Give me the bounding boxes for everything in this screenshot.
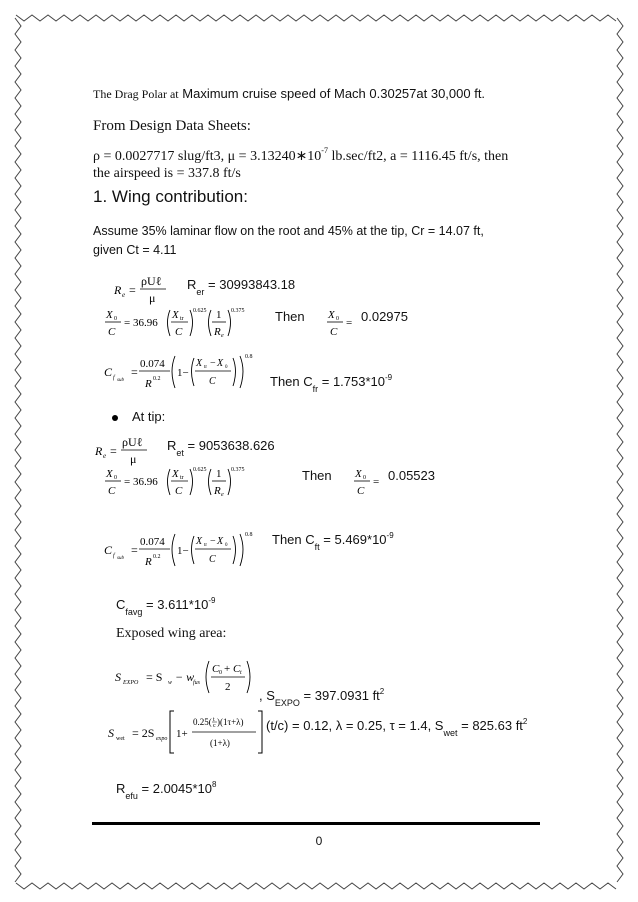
svg-text:C: C [175,485,183,497]
refu-exp: 8 [212,779,217,789]
svg-text:C: C [209,376,216,387]
tip-bullet-label: At tip: [132,409,166,424]
svg-text:e: e [221,492,224,498]
swet-value [266,716,528,738]
swet-equation [106,707,266,762]
eq-re-tip-num: ρUℓ [122,435,143,449]
svg-text:tr: tr [180,475,184,481]
cf-avg-number: = 3.611*10 [142,597,209,612]
svg-text:f: f [113,375,115,381]
eq-swet-rhs-sub: expo [156,736,168,742]
then-tip-1: Then [302,468,332,483]
eq-coef: = 36.96 [124,317,158,329]
cf-tip-number: = 5.469*10 [319,532,387,547]
svg-text:0: 0 [225,365,228,370]
border-zigzag [16,15,616,21]
svg-text:t: t [240,670,242,676]
svg-text:+: + [224,663,231,675]
svg-text:C: C [233,663,241,675]
footer-rule [92,822,540,825]
x0c-root-sub: 0 [336,316,339,322]
properties-text: ρ = 0.0027717 slug/ft3, μ = 3.13240∗10 [93,149,322,164]
eq-x0-num: X [106,309,113,321]
eq-cf-den-exp: 0.2 [153,376,161,382]
svg-text:C: C [108,485,116,497]
svg-text:X: X [217,536,224,547]
properties-exp: -7 [321,146,328,156]
svg-text:0: 0 [114,475,117,481]
eq-sexpo-lhs-sub: EXPO [123,680,139,686]
svg-text:X: X [196,358,203,369]
svg-text:sub: sub [117,556,124,561]
x0c-root-num: X [328,309,335,321]
sexpo-number: = 397.0931 ft [299,688,380,703]
eq-sexpo-w: w [168,680,173,686]
eq-swet-den: (1+λ) [210,738,230,748]
tip-bullet [112,409,165,424]
svg-text:0.8: 0.8 [245,532,253,538]
eq-exp2: 0.375 [231,308,245,314]
refu-value [116,779,217,801]
sexpo-value [259,686,385,708]
eq-sexpo-rhs: = S [146,670,163,684]
cf-tip-value [272,530,394,552]
eq-sexpo-lhs: S [115,670,121,684]
refu-sub: efu [125,790,138,801]
svg-text:=: = [131,365,138,379]
re-tip-value [167,438,275,458]
refu-number: = 2.0045*10 [137,781,213,796]
eq-cf-num: 0.074 [140,358,165,370]
svg-text:X: X [355,468,362,480]
cf-avg-label: C [116,597,126,612]
re-tip-number: = 9053638.626 [183,438,275,453]
eq-re-tip-lhs-sub: e [103,452,107,460]
eq-one: 1 [216,309,222,321]
re-tip-sub: et [176,447,184,458]
eq-re-den: μ [149,291,156,305]
svg-text:−: − [210,358,216,369]
swet-sub: wet [443,727,458,738]
re-root-sub: er [196,286,205,297]
svg-text:=: = [131,543,138,557]
sexpo-sub: EXPO [274,697,300,708]
wing-heading: 1. Wing contribution: [93,187,248,206]
exposed-wing-area-heading: Exposed wing area: [116,626,227,641]
swet-number: = 825.63 ft [457,718,523,733]
svg-text:f: f [113,553,115,559]
assume-line-1: Assume 35% laminar flow on the root and 45% at the tip, Cr = 14.07 ft, [93,224,484,238]
bullet-dot [112,415,118,421]
eq-xtr-den: C [175,326,183,338]
svg-text:X: X [217,358,224,369]
title-prefix: The Drag Polar at [93,87,179,101]
eq-cf-lhs: C [104,365,113,379]
eq-swet-num: 0.25( [193,717,212,727]
properties-line-1 [93,148,508,165]
svg-text:X: X [106,468,113,480]
re-tip-label: R [167,438,177,453]
border-zigzag [16,883,616,889]
eq-xtr-sub: tr [180,316,184,322]
eq-re-lhs-sub: e [122,291,126,299]
eq-r-den: R [214,326,221,338]
swet-text: (t/c) = 0.12, λ = 0.25, τ = 1.4, S [266,718,444,733]
svg-text:=: = [346,317,353,329]
eq-x0-sub: 0 [114,316,117,322]
x0c-root-value: 0.02975 [361,309,408,324]
svg-text:1+: 1+ [176,728,188,740]
skin-friction-equation-tip [100,528,260,577]
eq-re-tip-lhs: R [95,444,103,458]
cf-root-value [270,372,393,394]
svg-text:X: X [172,468,179,480]
eq-exp1: 0.625 [193,308,207,314]
title-main: Maximum cruise speed of Mach 0.30257at 30,000 ft. [182,86,486,101]
eq-swet-lhs-sub: wet [116,736,125,742]
cf-tip-sub: ft [314,541,320,552]
cf-root-number: = 1.753*10 [318,374,386,389]
cf-avg-sub: favg [125,606,143,617]
eq-re-lhs: R [114,283,122,297]
svg-text:t: t [213,717,215,723]
svg-text:−: − [210,536,216,547]
svg-text:1: 1 [216,468,222,480]
cf-root-prefix: Then C [270,374,313,389]
x0c-root-den: C [330,326,338,338]
eq-swet-num2: )(1τ+λ) [217,717,244,727]
skin-friction-equation-root [100,350,260,399]
eq-cf-den: R [145,378,152,390]
sexpo-exp: 2 [379,686,385,696]
svg-text:= 36.96: = 36.96 [124,476,158,488]
transition-equation-root [104,304,254,347]
svg-text:0: 0 [225,543,228,548]
cf-root-exp: -9 [385,372,393,382]
eq-swet-rhs: = 2S [132,726,155,740]
x0c-tip-value: 0.05523 [388,468,435,483]
from-sheets: From Design Data Sheets: [93,118,251,134]
svg-text:=: = [110,444,117,458]
properties-line-2: the airspeed is = 337.8 ft/s [93,166,241,181]
properties-tail: lb.sec/ft2, a = 1116.45 ft/s, then [327,149,509,164]
re-root-value [187,277,296,297]
title-line [93,86,485,102]
svg-text:X: X [196,536,203,547]
x0c-fraction-tip [352,464,382,503]
re-root-label: R [187,277,197,292]
cf-avg [116,595,216,617]
eq-x0-den: C [108,326,116,338]
page-number: 0 [315,834,323,848]
eq-re-tip-den: μ [130,452,137,466]
cf-tip-prefix: Then C [272,532,315,547]
eq-xtr: X [172,309,179,321]
svg-text:R: R [214,485,221,497]
svg-text:0.2: 0.2 [153,554,161,560]
svg-text:c: c [213,723,216,729]
svg-text:1−: 1− [177,545,189,557]
svg-text:0.625: 0.625 [193,467,207,473]
eq-cf-one-minus: 1− [177,367,189,379]
svg-text:0.375: 0.375 [231,467,245,473]
eq-wfus: − w [175,670,195,684]
eq-swet-lhs: S [108,726,114,740]
eq-re-num: ρUℓ [141,274,162,288]
cf-tip-exp: -9 [386,530,394,540]
svg-text:R: R [145,556,152,568]
assume-line-2: given Ct = 4.11 [93,243,177,257]
swet-exp: 2 [522,716,528,726]
svg-text:C: C [209,554,216,565]
svg-text:sub: sub [117,378,124,383]
sexpo-prefix: , S [259,688,275,703]
x0c-fraction-root [325,305,355,344]
eq-r-den-sub: e [221,333,224,339]
transition-equation-tip [104,463,254,506]
then-root-1: Then [275,309,305,324]
svg-text:tr: tr [204,543,208,548]
sexpo-equation [113,657,263,702]
border-zigzag [15,18,21,882]
eq-cf-exp: 0.8 [245,354,253,360]
cf-avg-exp: -9 [208,595,216,605]
svg-text:tr: tr [204,365,208,370]
eq-wfus-sub: fus [193,680,201,686]
cf-root-sub: fr [312,383,319,394]
svg-text:0: 0 [363,475,366,481]
eq-sexpo-two: 2 [225,681,231,693]
re-root-number: = 30993843.18 [204,277,296,292]
svg-text:C: C [104,543,113,557]
svg-text:C: C [357,485,365,497]
svg-text:0.074: 0.074 [140,536,165,548]
border-zigzag [617,18,623,882]
svg-text:0: 0 [219,670,222,676]
refu-label: R [116,781,126,796]
svg-text:=: = [373,476,380,488]
svg-text:=: = [129,283,136,297]
svg-text:C: C [212,663,220,675]
